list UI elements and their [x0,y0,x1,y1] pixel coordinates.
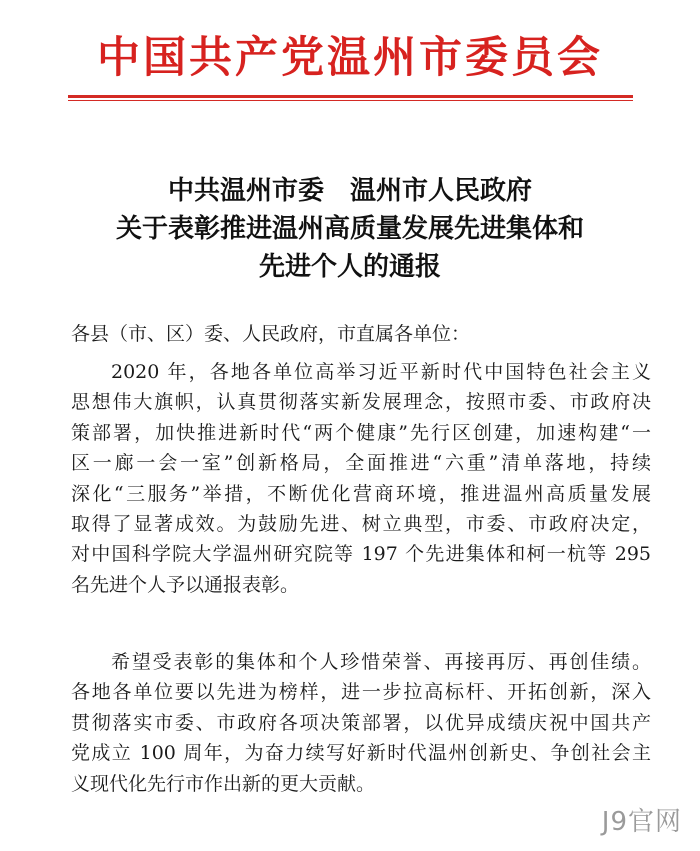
paragraph-line: 2020 年，各地各单位高举习近平新时代中国特色社会主义 [111,361,651,383]
paragraph-line: 义现代化先行市作出新的更大贡献。 [71,772,376,795]
notice-title-line-1: 中共温州市委 温州市人民政府 [167,176,532,206]
paragraph-line: 党成立 100 周年，为奋力续写好新时代温州创新史、争创社会主 [71,742,651,765]
body-paragraph-2 [71,647,651,799]
notice-title-line-2: 关于表彰推进温州高质量发展先进集体和 [115,214,584,244]
notice-title [0,172,700,286]
letterhead-red-rule-thick [68,95,633,98]
paragraph-line: 取得了显著成效。为鼓励先进、树立典型，市委、市政府决定， [71,513,651,536]
paragraph-line: 对中国科学院大学温州研究院等 197 个先进集体和柯一杭等 295 [71,543,651,566]
paragraph-line: 策部署，加快推进新时代“两个健康”先行区创建，加速构建“一 [71,421,651,444]
paragraph-line: 名先进个人予以通报表彰。 [71,573,300,596]
paragraph-line: 深化“三服务”举措，不断优化营商环境，推进温州高质量发展 [71,482,651,505]
body-paragraph-1 [71,357,651,600]
paragraph-line: 希望受表彰的集体和个人珍惜荣誉、再接再厉、再创佳绩。 [111,651,651,673]
paragraph-line: 各地各单位要以先进为榜样，进一步拉高标杆、开拓创新，深入 [71,681,651,704]
paragraph-line: 区一廊一会一室”创新格局，全面推进“六重”清单落地，持续 [71,452,651,475]
paragraph-line: 思想伟大旗帜，认真贯彻落实新发展理念，按照市委、市政府决 [71,391,651,414]
letterhead-title: 中国共产党温州市委员会 [97,33,603,83]
letterhead-red-rule-thin [68,100,633,101]
salutation: 各县（市、区）委、人民政府，市直属各单位： [71,323,471,345]
notice-title-line-3: 先进个人的通报 [258,252,441,282]
paragraph-line: 贯彻落实市委、市政府各项决策部署，以优异成绩庆祝中国共产 [71,711,651,734]
site-watermark: J9官网 [601,807,682,837]
